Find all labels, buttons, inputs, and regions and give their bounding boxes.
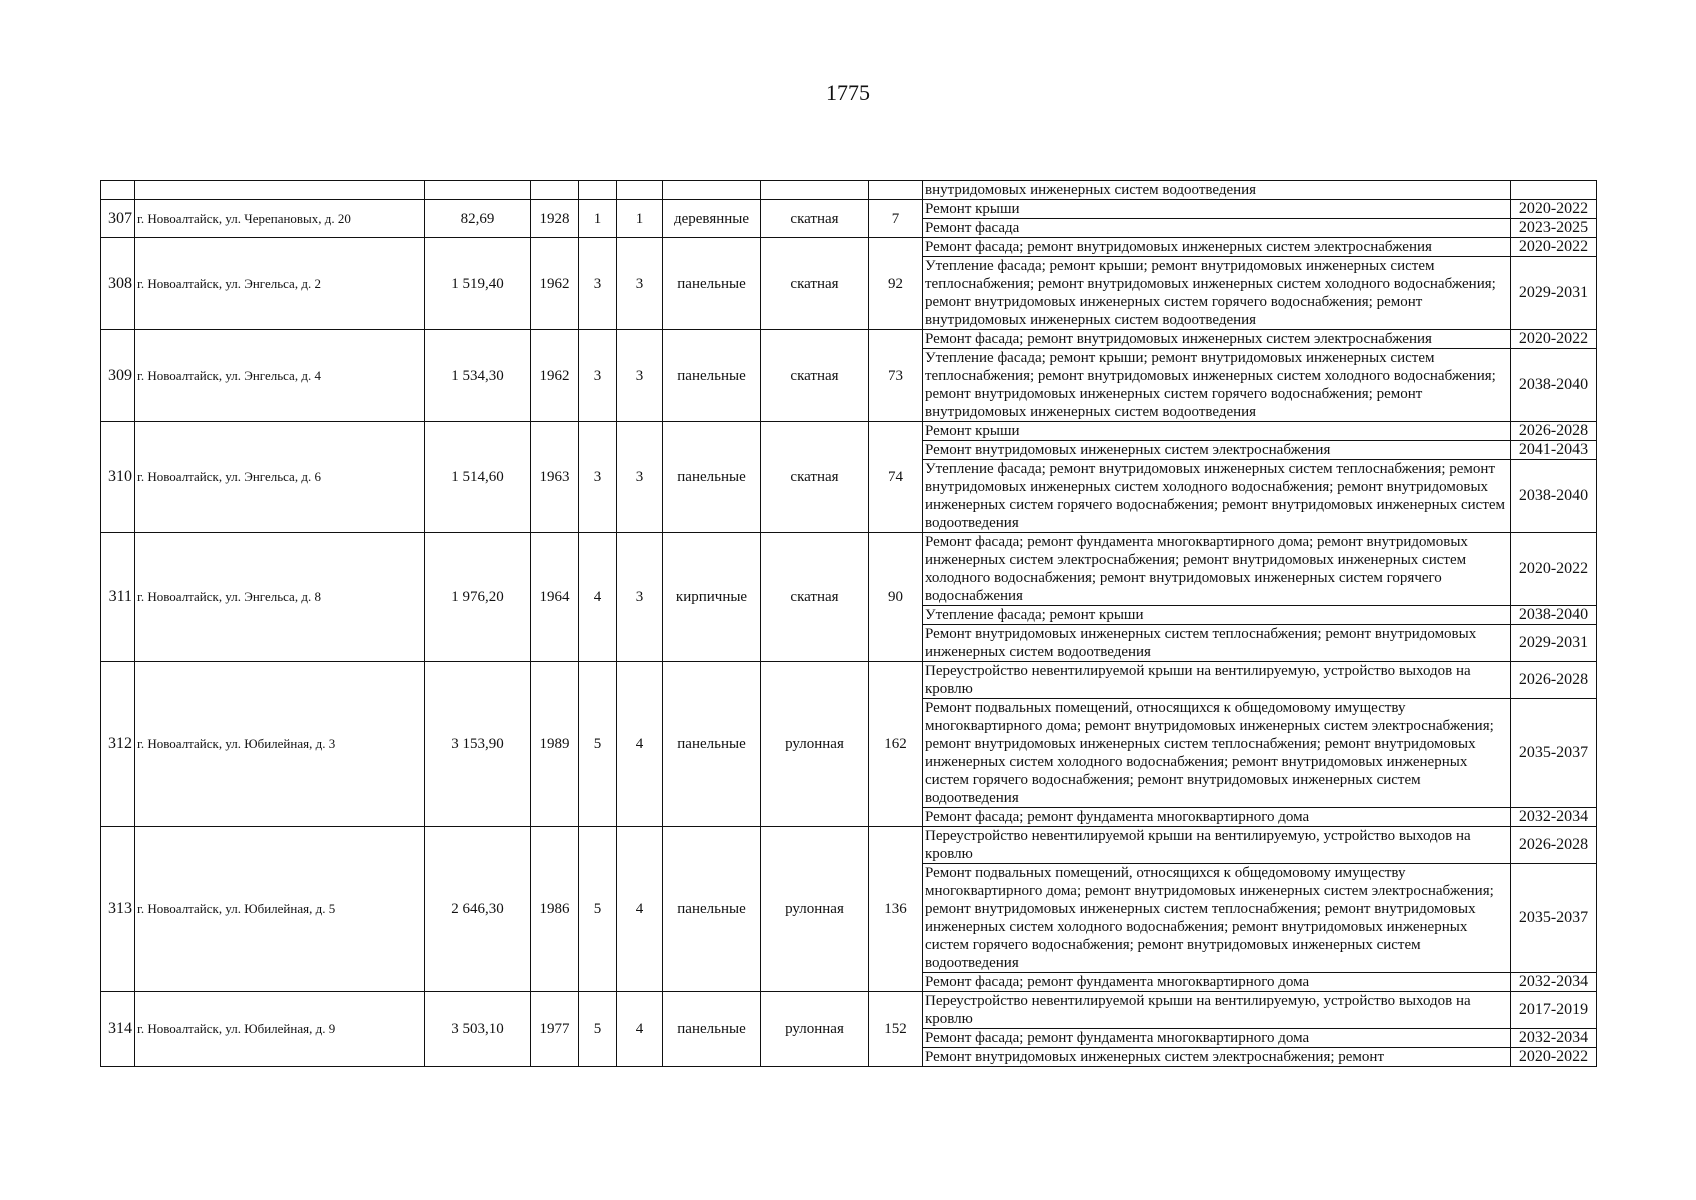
floor-count: 3 xyxy=(579,422,617,533)
row-number: 314 xyxy=(101,992,135,1067)
resident-count: 74 xyxy=(869,422,923,533)
roof-type: скатная xyxy=(761,422,869,533)
wall-material: кирпичные xyxy=(663,533,761,662)
work-period xyxy=(1511,181,1597,200)
wall-material: деревянные xyxy=(663,200,761,238)
work-period: 2029-2031 xyxy=(1511,257,1597,330)
work-description: Ремонт внутридомовых инженерных систем теплоснабжения; ремонт внутридомовых инженерных систем водоотведения xyxy=(923,625,1511,662)
entrance-count: 4 xyxy=(617,662,663,827)
house-row xyxy=(101,330,1597,349)
empty-cell xyxy=(531,181,579,200)
work-description: Утепление фасада; ремонт крыши; ремонт внутридомовых инженерных систем теплоснабжения; ремонт внутридомовых инженерных систем холодного водоснабжения; ремонт внутридомовых инженерных систем горячего водоснабжения; ремонт внутридомовых инженерных систем водоотведения xyxy=(923,349,1511,422)
house-row xyxy=(101,422,1597,441)
work-description: Ремонт фасада; ремонт фундамента многоквартирного дома xyxy=(923,1029,1511,1048)
house-area: 3 153,90 xyxy=(425,662,531,827)
wall-material: панельные xyxy=(663,662,761,827)
entrance-count: 3 xyxy=(617,533,663,662)
build-year: 1928 xyxy=(531,200,579,238)
resident-count: 162 xyxy=(869,662,923,827)
work-period: 2038-2040 xyxy=(1511,460,1597,533)
work-period: 2032-2034 xyxy=(1511,1029,1597,1048)
work-description: Переустройство невентилируемой крыши на вентилируемую, устройство выходов на кровлю xyxy=(923,662,1511,699)
house-address: г. Новоалтайск, ул. Юбилейная, д. 9 xyxy=(135,992,425,1067)
house-address: г. Новоалтайск, ул. Юбилейная, д. 3 xyxy=(135,662,425,827)
work-period: 2026-2028 xyxy=(1511,422,1597,441)
wall-material: панельные xyxy=(663,238,761,330)
roof-type: рулонная xyxy=(761,992,869,1067)
house-address: г. Новоалтайск, ул. Юбилейная, д. 5 xyxy=(135,827,425,992)
empty-cell xyxy=(617,181,663,200)
work-period: 2041-2043 xyxy=(1511,441,1597,460)
work-description: Ремонт фасада; ремонт внутридомовых инженерных систем электроснабжения xyxy=(923,238,1511,257)
resident-count: 136 xyxy=(869,827,923,992)
work-period: 2023-2025 xyxy=(1511,219,1597,238)
roof-type: скатная xyxy=(761,330,869,422)
row-number: 313 xyxy=(101,827,135,992)
roof-type: рулонная xyxy=(761,827,869,992)
house-area: 1 519,40 xyxy=(425,238,531,330)
work-description: Утепление фасада; ремонт внутридомовых инженерных систем теплоснабжения; ремонт внутридомовых инженерных систем холодного водоснабжения; ремонт внутридомовых инженерных систем горячего водоснабжения; ремонт внутридомовых инженерных систем водоотведения xyxy=(923,460,1511,533)
work-period: 2035-2037 xyxy=(1511,864,1597,973)
house-row xyxy=(101,992,1597,1029)
house-area: 3 503,10 xyxy=(425,992,531,1067)
empty-cell xyxy=(101,181,135,200)
floor-count: 1 xyxy=(579,200,617,238)
wall-material: панельные xyxy=(663,992,761,1067)
work-period: 2020-2022 xyxy=(1511,533,1597,606)
build-year: 1962 xyxy=(531,238,579,330)
table-body xyxy=(101,181,1597,1067)
work-period: 2032-2034 xyxy=(1511,808,1597,827)
empty-cell xyxy=(663,181,761,200)
page-number: 1775 xyxy=(826,80,870,105)
work-period: 2038-2040 xyxy=(1511,349,1597,422)
work-description: Ремонт подвальных помещений, относящихся к общедомовому имуществу многоквартирного дома; ремонт внутридомовых инженерных систем электроснабжения; ремонт внутридомовых инженерных систем теплоснабжения; ремонт внутридомовых инженерных систем холодного водоснабжения; ремонт внутридомовых инженерных систем горячего водоснабжения; ремонт внутридомовых инженерных систем водоотведения xyxy=(923,864,1511,973)
house-row xyxy=(101,200,1597,219)
roof-type: скатная xyxy=(761,533,869,662)
house-area: 1 976,20 xyxy=(425,533,531,662)
repair-schedule-table xyxy=(100,180,1597,1067)
entrance-count: 3 xyxy=(617,422,663,533)
work-description: Ремонт подвальных помещений, относящихся к общедомовому имуществу многоквартирного дома; ремонт внутридомовых инженерных систем электроснабжения; ремонт внутридомовых инженерных систем теплоснабжения; ремонт внутридомовых инженерных систем холодного водоснабжения; ремонт внутридомовых инженерных систем горячего водоснабжения; ремонт внутридомовых инженерных систем водоотведения xyxy=(923,699,1511,808)
work-description: Ремонт крыши xyxy=(923,200,1511,219)
entrance-count: 4 xyxy=(617,827,663,992)
house-area: 2 646,30 xyxy=(425,827,531,992)
entrance-count: 3 xyxy=(617,238,663,330)
floor-count: 5 xyxy=(579,827,617,992)
work-description: Ремонт фасада; ремонт фундамента многоквартирного дома xyxy=(923,808,1511,827)
floor-count: 5 xyxy=(579,662,617,827)
row-number: 308 xyxy=(101,238,135,330)
build-year: 1977 xyxy=(531,992,579,1067)
house-address: г. Новоалтайск, ул. Черепановых, д. 20 xyxy=(135,200,425,238)
row-number: 310 xyxy=(101,422,135,533)
entrance-count: 4 xyxy=(617,992,663,1067)
resident-count: 152 xyxy=(869,992,923,1067)
row-number: 312 xyxy=(101,662,135,827)
house-address: г. Новоалтайск, ул. Энгельса, д. 4 xyxy=(135,330,425,422)
build-year: 1989 xyxy=(531,662,579,827)
roof-type: скатная xyxy=(761,238,869,330)
floor-count: 3 xyxy=(579,238,617,330)
row-number: 311 xyxy=(101,533,135,662)
house-row xyxy=(101,533,1597,606)
resident-count: 73 xyxy=(869,330,923,422)
house-address: г. Новоалтайск, ул. Энгельса, д. 8 xyxy=(135,533,425,662)
wall-material: панельные xyxy=(663,827,761,992)
entrance-count: 3 xyxy=(617,330,663,422)
row-number: 309 xyxy=(101,330,135,422)
work-description: Ремонт внутридомовых инженерных систем электроснабжения; ремонт xyxy=(923,1048,1511,1067)
work-description: Переустройство невентилируемой крыши на вентилируемую, устройство выходов на кровлю xyxy=(923,827,1511,864)
roof-type: скатная xyxy=(761,200,869,238)
resident-count: 92 xyxy=(869,238,923,330)
build-year: 1986 xyxy=(531,827,579,992)
continuation-row xyxy=(101,181,1597,200)
work-period: 2026-2028 xyxy=(1511,827,1597,864)
house-area: 1 514,60 xyxy=(425,422,531,533)
resident-count: 7 xyxy=(869,200,923,238)
empty-cell xyxy=(135,181,425,200)
build-year: 1962 xyxy=(531,330,579,422)
work-description: Ремонт фасада; ремонт внутридомовых инженерных систем электроснабжения xyxy=(923,330,1511,349)
work-period: 2035-2037 xyxy=(1511,699,1597,808)
work-description: внутридомовых инженерных систем водоотведения xyxy=(923,181,1511,200)
work-description: Ремонт фасада; ремонт фундамента многоквартирного дома xyxy=(923,973,1511,992)
house-area: 1 534,30 xyxy=(425,330,531,422)
house-row xyxy=(101,238,1597,257)
build-year: 1963 xyxy=(531,422,579,533)
work-period: 2038-2040 xyxy=(1511,606,1597,625)
work-description: Ремонт крыши xyxy=(923,422,1511,441)
work-period: 2029-2031 xyxy=(1511,625,1597,662)
resident-count: 90 xyxy=(869,533,923,662)
work-period: 2020-2022 xyxy=(1511,200,1597,219)
work-description: Ремонт внутридомовых инженерных систем электроснабжения xyxy=(923,441,1511,460)
house-area: 82,69 xyxy=(425,200,531,238)
floor-count: 5 xyxy=(579,992,617,1067)
work-period: 2026-2028 xyxy=(1511,662,1597,699)
work-description: Утепление фасада; ремонт крыши; ремонт внутридомовых инженерных систем теплоснабжения; ремонт внутридомовых инженерных систем холодного водоснабжения; ремонт внутридомовых инженерных систем горячего водоснабжения; ремонт внутридомовых инженерных систем водоотведения xyxy=(923,257,1511,330)
wall-material: панельные xyxy=(663,422,761,533)
house-row xyxy=(101,662,1597,699)
work-description: Переустройство невентилируемой крыши на вентилируемую, устройство выходов на кровлю xyxy=(923,992,1511,1029)
floor-count: 3 xyxy=(579,330,617,422)
work-description: Ремонт фасада; ремонт фундамента многоквартирного дома; ремонт внутридомовых инженерных систем электроснабжения; ремонт внутридомовых инженерных систем холодного водоснабжения; ремонт внутридомовых инженерных систем горячего водоснабжения xyxy=(923,533,1511,606)
row-number: 307 xyxy=(101,200,135,238)
work-description: Утепление фасада; ремонт крыши xyxy=(923,606,1511,625)
house-row xyxy=(101,827,1597,864)
empty-cell xyxy=(425,181,531,200)
empty-cell xyxy=(761,181,869,200)
floor-count: 4 xyxy=(579,533,617,662)
wall-material: панельные xyxy=(663,330,761,422)
empty-cell xyxy=(579,181,617,200)
work-description: Ремонт фасада xyxy=(923,219,1511,238)
house-address: г. Новоалтайск, ул. Энгельса, д. 2 xyxy=(135,238,425,330)
work-period: 2020-2022 xyxy=(1511,238,1597,257)
work-period: 2020-2022 xyxy=(1511,1048,1597,1067)
work-period: 2020-2022 xyxy=(1511,330,1597,349)
entrance-count: 1 xyxy=(617,200,663,238)
work-period: 2017-2019 xyxy=(1511,992,1597,1029)
work-period: 2032-2034 xyxy=(1511,973,1597,992)
empty-cell xyxy=(869,181,923,200)
roof-type: рулонная xyxy=(761,662,869,827)
build-year: 1964 xyxy=(531,533,579,662)
house-address: г. Новоалтайск, ул. Энгельса, д. 6 xyxy=(135,422,425,533)
